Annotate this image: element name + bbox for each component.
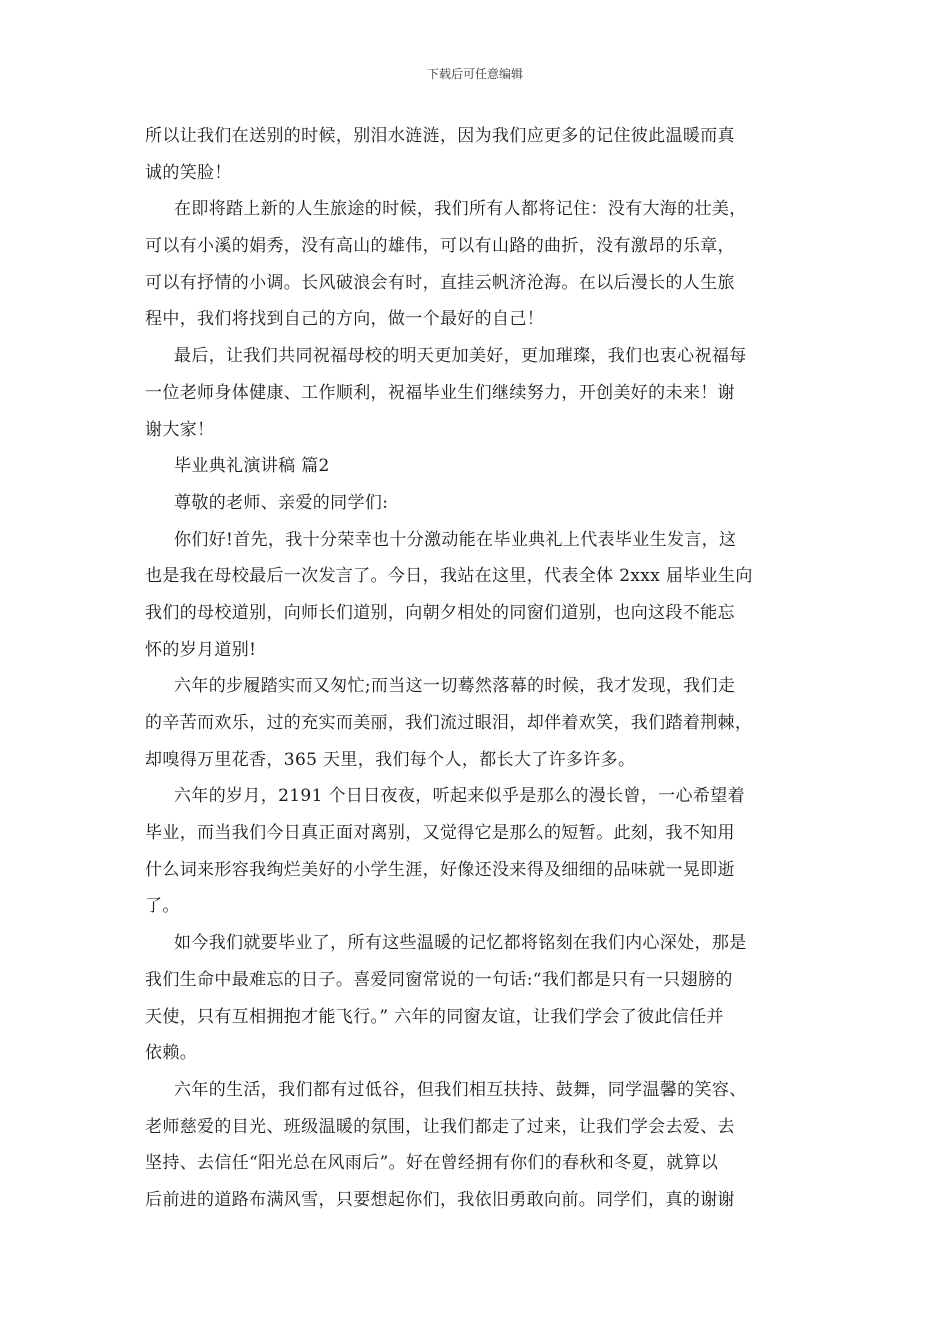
text-line: 依赖。 xyxy=(145,1043,198,1064)
text-line: 如今我们就要毕业了，所有这些温暖的记忆都将铭刻在我们内心深处，那是 xyxy=(174,933,747,954)
text-line: 老师慈爱的目光、班级温暖的氛围，让我们都走了过来，让我们学会去爱、去 xyxy=(145,1116,735,1137)
paragraph xyxy=(145,522,810,669)
document-body xyxy=(145,118,810,1219)
paragraph xyxy=(145,925,810,1072)
text-line: 后前进的道路布满风雪，只要想起你们，我依旧勇敢向前。同学们，真的谢谢 xyxy=(145,1189,735,1210)
paragraph xyxy=(145,485,810,522)
text-line: 在即将踏上新的人生旅途的时候，我们所有人都将记住：没有大海的壮美， xyxy=(174,199,747,220)
page-header: 下载后可任意编辑 xyxy=(426,67,523,81)
text-line: 毕业典礼演讲稿 篇2 xyxy=(174,456,330,477)
paragraph xyxy=(145,448,810,485)
text-line: 了。 xyxy=(145,896,180,917)
text-line: 的辛苦而欢乐，过的充实而美丽，我们流过眼泪，却伴着欢笑，我们踏着荆棘， xyxy=(145,713,753,733)
text-line: 尊敬的老师、亲爱的同学们: xyxy=(174,492,389,513)
text-line: 六年的岁月，2191 个日日夜夜，听起来似乎是那么的漫长曾，一心希望着 xyxy=(174,786,745,807)
text-line: 六年的步履踏实而又匆忙;而当这一切蓦然落幕的时候，我才发现，我们走 xyxy=(174,676,736,697)
text-line: 诚的笑脸！ xyxy=(145,162,232,183)
text-line: 也是我在母校最后一次发言了。今日，我站在这里，代表全体 2xxx 届毕业生向 xyxy=(145,566,753,587)
text-line: 怀的岁月道别! xyxy=(145,639,257,660)
paragraph xyxy=(145,118,810,191)
paragraph xyxy=(145,338,810,448)
paragraph xyxy=(145,1072,810,1219)
text-line: 我们的母校道别，向师长们道别，向朝夕相处的同窗们道别，也向这段不能忘 xyxy=(145,602,735,623)
text-line: 我们生命中最难忘的日子。喜爱同窗常说的一句话:“我们都是只有一只翅膀的 xyxy=(145,969,733,990)
text-line: 毕业，而当我们今日真正面对离别，又觉得它是那么的短暂。此刻，我不知用 xyxy=(145,823,735,844)
text-line: 天使，只有互相拥抱才能飞行。” 六年的同窗友谊，让我们学会了彼此信任并 xyxy=(145,1006,724,1027)
paragraph xyxy=(145,778,810,925)
text-line: 可以有小溪的娟秀，没有高山的雄伟，可以有山路的曲折，没有激昂的乐章， xyxy=(145,236,735,257)
text-line: 什么词来形容我绚烂美好的小学生涯，好像还没来得及细细的品味就一晃即逝 xyxy=(145,859,735,880)
text-line: 坚持、去信任“阳光总在风雨后”。好在曾经拥有你们的春秋和冬夏，就算以 xyxy=(145,1153,719,1174)
text-line: 最后，让我们共同祝福母校的明天更加美好，更加璀璨，我们也衷心祝福每 xyxy=(174,346,747,367)
text-line: 六年的生活，我们都有过低谷，但我们相互扶持、鼓舞，同学温馨的笑容、 xyxy=(174,1079,747,1100)
text-line: 所以让我们在送别的时候，别泪水涟涟，因为我们应更多的记住彼此温暖而真 xyxy=(145,126,735,146)
text-line: 谢大家！ xyxy=(145,419,215,440)
text-line: 一位老师身体健康、工作顺利，祝福毕业生们继续努力，开创美好的未来！谢 xyxy=(145,382,735,403)
text-line: 却嗅得万里花香，365 天里，我们每个人，都长大了许多许多。 xyxy=(145,749,636,770)
text-line: 可以有抒情的小调。长风破浪会有时，直挂云帆济沧海。在以后漫长的人生旅 xyxy=(145,272,735,293)
paragraph xyxy=(145,191,810,338)
text-line: 你们好!首先，我十分荣幸也十分激动能在毕业典礼上代表毕业生发言，这 xyxy=(174,529,737,550)
paragraph xyxy=(145,668,810,778)
text-line: 程中，我们将找到自己的方向，做一个最好的自己！ xyxy=(145,309,545,330)
